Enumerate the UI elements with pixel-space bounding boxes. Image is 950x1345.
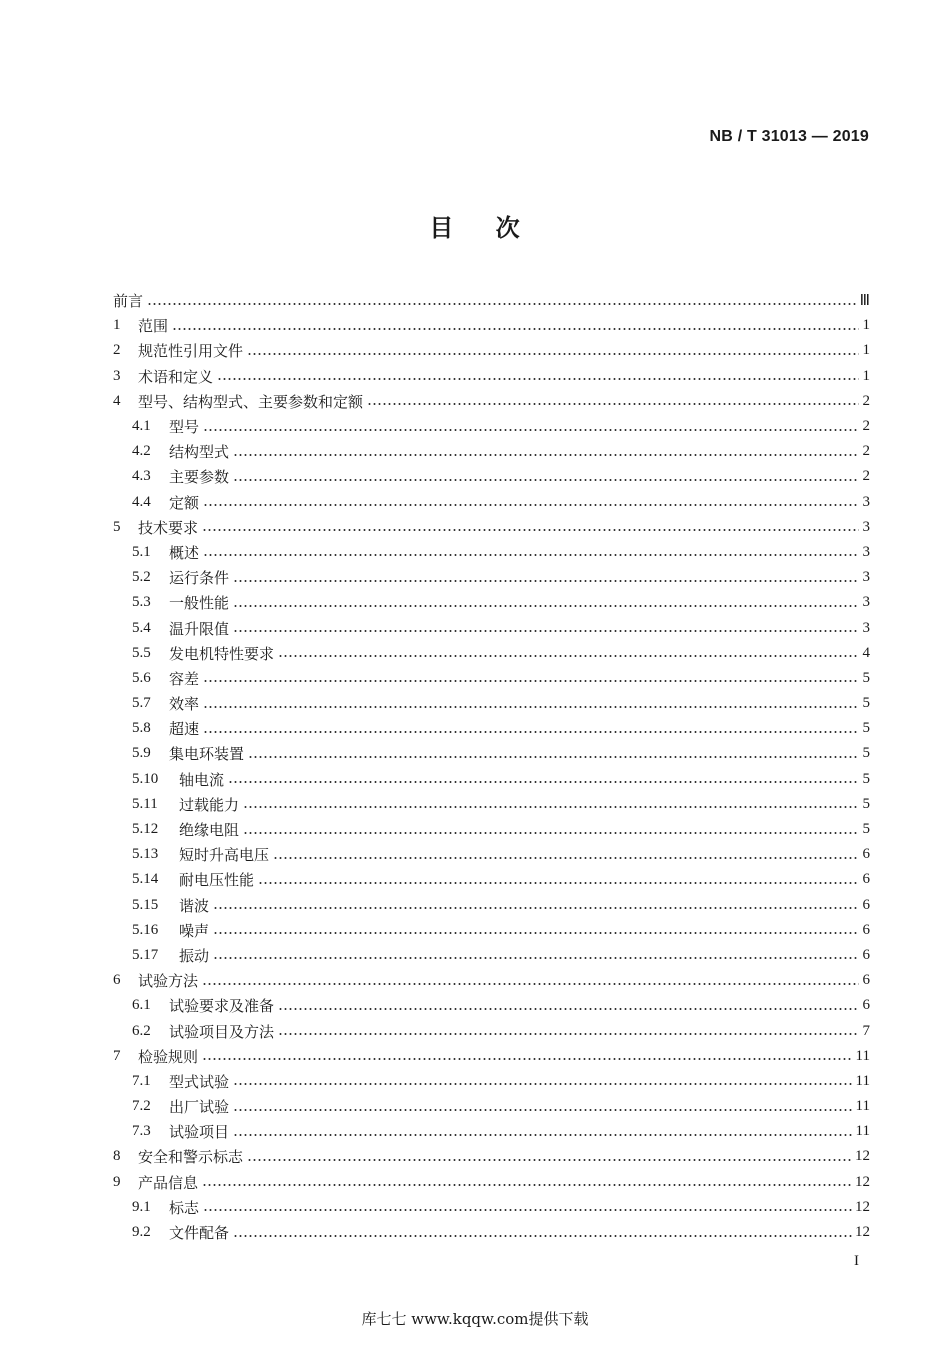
- toc-entry-number: 7.2: [132, 1098, 151, 1115]
- toc-entry-number: 3: [113, 367, 121, 384]
- toc-entry-number: 4.3: [132, 468, 151, 485]
- dot-leader: [228, 779, 859, 785]
- toc-entry-page: 11: [855, 1047, 870, 1064]
- toc-entry-page: 5: [862, 821, 870, 838]
- toc-entry-page: 1: [862, 367, 870, 384]
- toc-entry-page: 12: [855, 1224, 870, 1241]
- toc-entry-number: 4.2: [132, 443, 151, 460]
- toc-entry-page: 2: [862, 418, 870, 435]
- toc-entry-number: 4.1: [132, 418, 151, 435]
- title-char: 次: [495, 213, 521, 242]
- toc-entry-title: 定额: [169, 493, 200, 512]
- toc-entry-number: 5.10: [132, 770, 159, 787]
- toc-entry[interactable]: [113, 288, 870, 313]
- toc-entry-page: 2: [862, 443, 870, 460]
- toc-entry-title: 型式试验: [169, 1072, 230, 1091]
- toc-entry-title: 效率: [169, 695, 200, 714]
- toc-entry[interactable]: [113, 1220, 870, 1245]
- toc-entry-title: 试验项目: [169, 1123, 230, 1142]
- dot-leader: [233, 477, 859, 483]
- toc-entry-number: 5.8: [132, 720, 151, 737]
- toc-entry-number: 6.2: [132, 1022, 151, 1039]
- dot-leader: [278, 1006, 859, 1012]
- dot-leader: [247, 1157, 852, 1163]
- toc-entry-number: 8: [113, 1148, 121, 1165]
- toc-entry-title: 规范性引用文件: [138, 342, 244, 361]
- toc-entry-title: 检验规则: [138, 1047, 199, 1066]
- dot-leader: [248, 754, 859, 760]
- toc-entry-title: 超速: [169, 720, 200, 739]
- toc-entry-number: 7: [113, 1047, 121, 1064]
- toc-entry-number: 9.2: [132, 1224, 151, 1241]
- toc-entry-page: 3: [862, 569, 870, 586]
- toc-entry-title: 出厂试验: [169, 1098, 230, 1117]
- toc-entry-number: 5.15: [132, 896, 159, 913]
- dot-leader: [213, 955, 859, 961]
- toc-entry[interactable]: [113, 943, 870, 968]
- dot-leader: [233, 1233, 852, 1239]
- toc-entry[interactable]: [113, 716, 870, 741]
- toc-entry-title: 范围: [138, 317, 169, 336]
- toc-entry[interactable]: [113, 313, 870, 338]
- dot-leader: [217, 376, 859, 382]
- toc-entry-page: 6: [862, 972, 870, 989]
- toc-entry-page: 11: [855, 1123, 870, 1140]
- toc-entry-title: 一般性能: [169, 594, 230, 613]
- toc-entry[interactable]: [113, 1044, 870, 1069]
- dot-leader: [243, 804, 859, 810]
- toc-entry-number: 5.13: [132, 846, 159, 863]
- dot-leader: [243, 830, 859, 836]
- toc-entry-title: 安全和警示标志: [138, 1148, 244, 1167]
- page-folio: I: [854, 1253, 859, 1269]
- toc-entry-number: 6.1: [132, 997, 151, 1014]
- toc-entry-page: 5: [862, 695, 870, 712]
- toc-entry[interactable]: [113, 1119, 870, 1144]
- toc-entry-number: 5.11: [132, 795, 158, 812]
- dot-leader: [213, 930, 859, 936]
- toc-entry[interactable]: [113, 565, 870, 590]
- toc-entry[interactable]: [113, 641, 870, 666]
- toc-entry[interactable]: [113, 893, 870, 918]
- dot-leader: [233, 1081, 853, 1087]
- toc-entry-number: 5.6: [132, 669, 151, 686]
- dot-leader: [202, 981, 859, 987]
- dot-leader: [203, 678, 859, 684]
- toc-entry-title: 运行条件: [169, 569, 230, 588]
- toc-entry-title: 过载能力: [179, 795, 240, 814]
- toc-entry-page: 6: [862, 896, 870, 913]
- toc-entry[interactable]: [113, 993, 870, 1018]
- toc-entry-title: 概述: [169, 543, 200, 562]
- toc-entry[interactable]: [113, 414, 870, 439]
- toc-entry-page: 1: [862, 317, 870, 334]
- toc-entry-title: 标志: [169, 1198, 200, 1217]
- toc-entry-title: 术语和定义: [138, 367, 214, 386]
- dot-leader: [203, 1207, 852, 1213]
- toc-entry-title: 集电环装置: [169, 745, 245, 764]
- dot-leader: [278, 1031, 859, 1037]
- toc-entry-number: 4: [113, 392, 121, 409]
- toc-entry-number: 9: [113, 1173, 121, 1190]
- toc-entry-title: 温升限值: [169, 619, 230, 638]
- toc-entry-page: 5: [862, 795, 870, 812]
- toc-entry-page: 6: [862, 921, 870, 938]
- dot-leader: [203, 729, 859, 735]
- toc-entry-title: 绝缘电阻: [179, 821, 240, 840]
- toc-entry[interactable]: [113, 691, 870, 716]
- toc-entry-number: 1: [113, 317, 121, 334]
- toc-entry-page: 2: [862, 468, 870, 485]
- toc-entry-title: 谐波: [179, 896, 210, 915]
- toc-entry-page: 5: [862, 770, 870, 787]
- dot-leader: [233, 628, 859, 634]
- toc-entry-number: 5.14: [132, 871, 159, 888]
- dot-leader: [233, 603, 859, 609]
- toc-entry[interactable]: [113, 1144, 870, 1169]
- toc-entry-title: 型号、结构型式、主要参数和定额: [138, 392, 364, 411]
- toc-entry-page: 12: [855, 1198, 870, 1215]
- toc-entry-number: 5: [113, 518, 121, 535]
- toc-entry-number: 7.1: [132, 1072, 151, 1089]
- dot-leader: [172, 326, 859, 332]
- toc-entry[interactable]: [113, 364, 870, 389]
- toc-entry-page: 7: [862, 1022, 870, 1039]
- toc-entry[interactable]: [113, 1069, 870, 1094]
- dot-leader: [202, 1182, 852, 1188]
- toc-entry-title: 结构型式: [169, 443, 230, 462]
- toc-entry-number: 5.9: [132, 745, 151, 762]
- toc-entry-page: Ⅲ: [859, 293, 870, 310]
- toc-entry-title: 技术要求: [138, 518, 199, 537]
- toc-entry[interactable]: [113, 817, 870, 842]
- toc-entry-title: 振动: [179, 946, 210, 965]
- toc-entry-page: 5: [862, 669, 870, 686]
- title-char: 目: [429, 213, 455, 242]
- toc-entry[interactable]: [113, 1170, 870, 1195]
- toc-entry-number: 4.4: [132, 493, 151, 510]
- toc-entry[interactable]: [113, 464, 870, 489]
- toc-entry-number: 6: [113, 972, 121, 989]
- toc-entry[interactable]: [113, 540, 870, 565]
- toc-entry-number: 5.12: [132, 821, 159, 838]
- toc-entry[interactable]: [113, 338, 870, 363]
- dot-leader: [233, 578, 859, 584]
- toc-entry-number: 7.3: [132, 1123, 151, 1140]
- toc-entry[interactable]: [113, 490, 870, 515]
- toc-entry-page: 1: [862, 342, 870, 359]
- dot-leader: [278, 653, 859, 659]
- toc-entry-title: 短时升高电压: [179, 846, 270, 865]
- dot-leader: [203, 704, 859, 710]
- dot-leader: [247, 351, 859, 357]
- dot-leader: [202, 527, 859, 533]
- dot-leader: [203, 502, 859, 508]
- dot-leader: [202, 1056, 853, 1062]
- toc-entry[interactable]: [113, 1195, 870, 1220]
- dot-leader: [213, 905, 859, 911]
- dot-leader: [203, 552, 859, 558]
- toc-entry-page: 6: [862, 997, 870, 1014]
- toc-entry-title: 产品信息: [138, 1173, 199, 1192]
- toc-entry-title: 试验项目及方法: [169, 1022, 275, 1041]
- toc-entry-title: 轴电流: [179, 770, 225, 789]
- toc-entry-number: 5.17: [132, 946, 159, 963]
- toc-entry[interactable]: [113, 515, 870, 540]
- toc-entry[interactable]: [113, 666, 870, 691]
- toc-entry-number: 9.1: [132, 1198, 151, 1215]
- toc-entry-page: 12: [855, 1173, 870, 1190]
- toc-entry-number: 5.2: [132, 569, 151, 586]
- toc-entry-page: 11: [855, 1098, 870, 1115]
- download-footer: 库七七 www.kqqw.com提供下载: [361, 1310, 589, 1328]
- toc-entry-title: 试验方法: [138, 972, 199, 991]
- toc-entry-page: 6: [862, 946, 870, 963]
- dot-leader: [203, 427, 859, 433]
- toc-entry-page: 2: [862, 392, 870, 409]
- toc-entry[interactable]: [113, 842, 870, 867]
- toc-entry[interactable]: [113, 389, 870, 414]
- toc-entry[interactable]: [113, 792, 870, 817]
- toc-entry-page: 6: [862, 846, 870, 863]
- toc-entry-title: 主要参数: [169, 468, 230, 487]
- toc-entry-title: 发电机特性要求: [169, 644, 275, 663]
- toc-entry-title: 型号: [169, 418, 200, 437]
- toc-entry[interactable]: [113, 1018, 870, 1043]
- toc-entry[interactable]: [113, 968, 870, 993]
- page-title: [0, 208, 950, 243]
- toc-entry-page: 5: [862, 720, 870, 737]
- toc-entry-page: 6: [862, 871, 870, 888]
- toc-entry-title: 耐电压性能: [179, 871, 255, 890]
- toc-entry-page: 5: [862, 745, 870, 762]
- toc-entry[interactable]: [113, 867, 870, 892]
- toc-entry[interactable]: [113, 590, 870, 615]
- toc-entry-number: 5.1: [132, 543, 151, 560]
- toc-entry[interactable]: [113, 1094, 870, 1119]
- toc-entry-number: 5.3: [132, 594, 151, 611]
- toc-entry[interactable]: [113, 615, 870, 640]
- table-of-contents: [113, 288, 870, 1245]
- toc-entry-title: 试验要求及准备: [169, 997, 275, 1016]
- toc-entry-page: 12: [855, 1148, 870, 1165]
- toc-entry-number: 5.7: [132, 695, 151, 712]
- toc-entry[interactable]: [113, 741, 870, 766]
- toc-entry-page: 3: [862, 543, 870, 560]
- dot-leader: [273, 855, 859, 861]
- toc-entry-page: 3: [862, 594, 870, 611]
- standard-number: NB / T 31013 — 2019: [709, 128, 869, 145]
- dot-leader: [233, 1132, 853, 1138]
- toc-entry-page: 4: [862, 644, 870, 661]
- toc-entry-page: 11: [855, 1072, 870, 1089]
- toc-entry[interactable]: [113, 767, 870, 792]
- toc-entry[interactable]: [113, 439, 870, 464]
- toc-entry-title: 前言: [113, 292, 144, 311]
- dot-leader: [367, 401, 859, 407]
- toc-entry-title: 文件配备: [169, 1224, 230, 1243]
- dot-leader: [258, 880, 859, 886]
- toc-entry-page: 3: [862, 619, 870, 636]
- toc-entry-title: 容差: [169, 669, 200, 688]
- toc-entry[interactable]: [113, 918, 870, 943]
- toc-entry-number: 2: [113, 342, 121, 359]
- dot-leader: [147, 301, 857, 307]
- toc-entry-page: 3: [862, 518, 870, 535]
- toc-entry-number: 5.16: [132, 921, 159, 938]
- toc-entry-number: 5.5: [132, 644, 151, 661]
- toc-entry-number: 5.4: [132, 619, 151, 636]
- toc-entry-title: 噪声: [179, 921, 210, 940]
- dot-leader: [233, 1107, 853, 1113]
- toc-entry-page: 3: [862, 493, 870, 510]
- dot-leader: [233, 452, 859, 458]
